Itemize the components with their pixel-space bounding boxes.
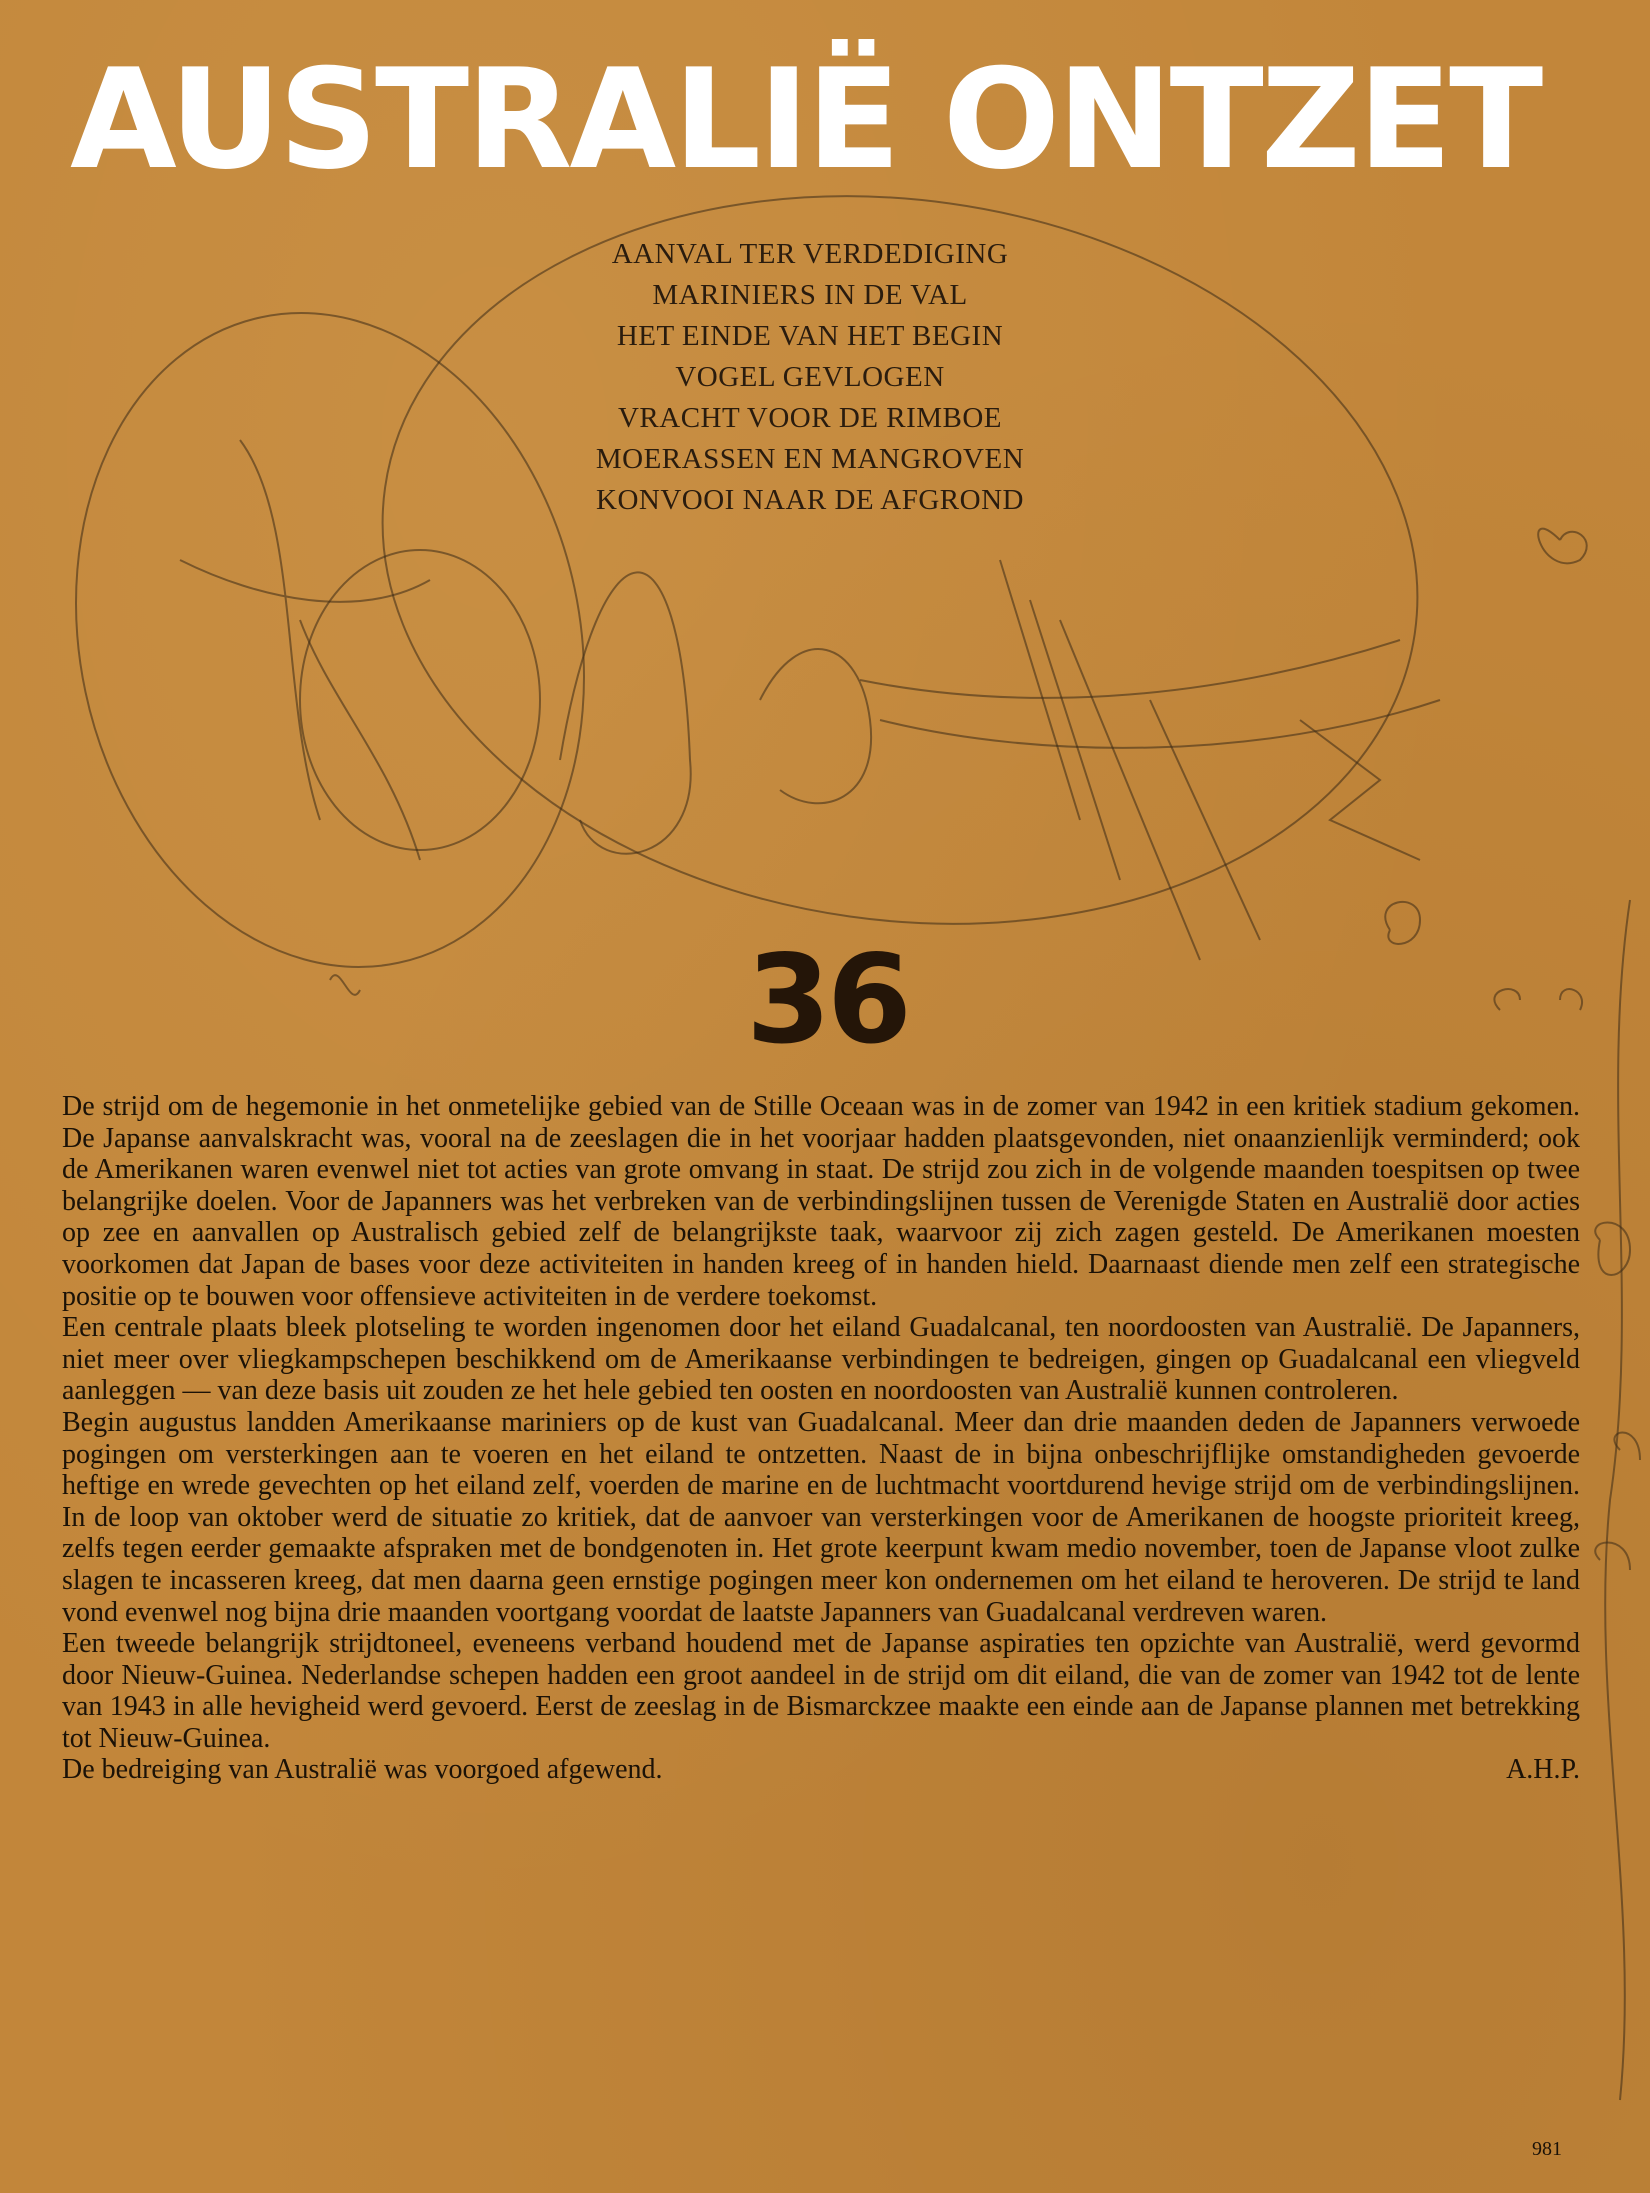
contents-item: VOGEL GEVLOGEN	[675, 361, 945, 393]
contents-item: AANVAL TER VERDEDIGING	[611, 238, 1009, 270]
author-initials: A.H.P.	[1506, 1754, 1580, 1786]
signoff-line	[62, 1754, 1580, 1786]
contents-item: MARINIERS IN DE VAL	[652, 279, 968, 311]
issue-number: 36	[746, 929, 908, 1071]
contents-item: KONVOOI NAAR DE AFGROND	[596, 484, 1024, 516]
body-paragraph: De strijd om de hegemonie in het onmetelijke gebied van de Stille Oceaan was in de zomer van 1942 in een kritiek stadium gekomen. De Japanse aanvalskracht was, vooral na de zeeslagen die in het voorjaar hadden plaatsgevonden, niet onaanzienlijk verminderd; ook de Amerikanen waren evenwel niet tot acties van grote omvang in staat. De strijd zou zich in de volgende maanden toespitsen op twee belangrijke doelen. Voor de Japanners was het verbreken van de verbindingslijnen tussen de Verenigde Staten en Australië door acties op zee en aanvallen op Australisch gebied zelf de belangrijkste taak, waarvoor zij zich zagen gesteld. De Amerikanen moesten voorkomen dat Japan de bases voor deze activiteiten in handen kreeg of in handen hield. Daarnaast diende men zelf een strategische positie op te bouwen voor offensieve activiteiten in de verdere toekomst.	[62, 1091, 1580, 1312]
page-number: 981	[1532, 2138, 1562, 2160]
body-text	[62, 1091, 1580, 1786]
contents-list	[430, 234, 1190, 521]
contents-item: MOERASSEN EN MANGROVEN	[595, 443, 1025, 475]
closing-line: De bedreiging van Australië was voorgoed afgewend.	[62, 1754, 663, 1786]
body-paragraph: Begin augustus landden Amerikaanse mariniers op de kust van Guadalcanal. Meer dan drie maanden deden de Japanners verwoede pogingen om versterkingen aan te voeren en het eiland te ontzetten. Naast de in bijna onbeschrijflijke omstandigheden gevoerde heftige en wrede gevechten op het eiland zelf, voerden de marine en de luchtmacht voortdurend hevige strijd om de verbindingslijnen. In de loop van oktober werd de situatie zo kritiek, dat de aanvoer van versterkingen voor de Amerikanen de hoogste prioriteit kreeg, zelfs tegen eerder gemaakte afspraken met de bondgenoten in. Het grote keerpunt kwam medio november, toen de Japanse vloot zulke slagen te incasseren kreeg, dat men daarna geen ernstige pogingen meer kon ondernemen om het eiland te heroveren. De strijd te land vond evenwel nog bijna drie maanden voortgang voordat de laatste Japanners van Guadalcanal verdreven waren.	[62, 1406, 1580, 1628]
body-paragraph: Een tweede belangrijk strijdtoneel, eveneens verband houdend met de Japanse aspiraties ten opzichte van Australië, werd gevormd door Nieuw-Guinea. Nederlandse schepen hadden een groot aandeel in de strijd om dit eiland, die van de zomer van 1942 tot de lente van 1943 in alle hevigheid werd gevoerd. Eerst de zeeslag in de Bismarckzee maakte een einde aan de Japanse plannen met betrekking tot Nieuw-Guinea.	[62, 1628, 1580, 1754]
contents-item: VRACHT VOOR DE RIMBOE	[617, 402, 1003, 434]
body-paragraph: Een centrale plaats bleek plotseling te worden ingenomen door het eiland Guadalcanal, ten noordoosten van Australië. De Japanners, niet meer over vliegkampschepen beschikkend om de Amerikaanse verbindingen te bedreigen, gingen op Guadalcanal een vliegveld aanleggen — van deze basis uit zouden ze het hele gebied ten oosten en noordoosten van Australië kunnen controleren.	[62, 1312, 1580, 1407]
page-title: AUSTRALIË ONTZET	[70, 39, 1541, 200]
contents-item: HET EINDE VAN HET BEGIN	[616, 320, 1004, 352]
